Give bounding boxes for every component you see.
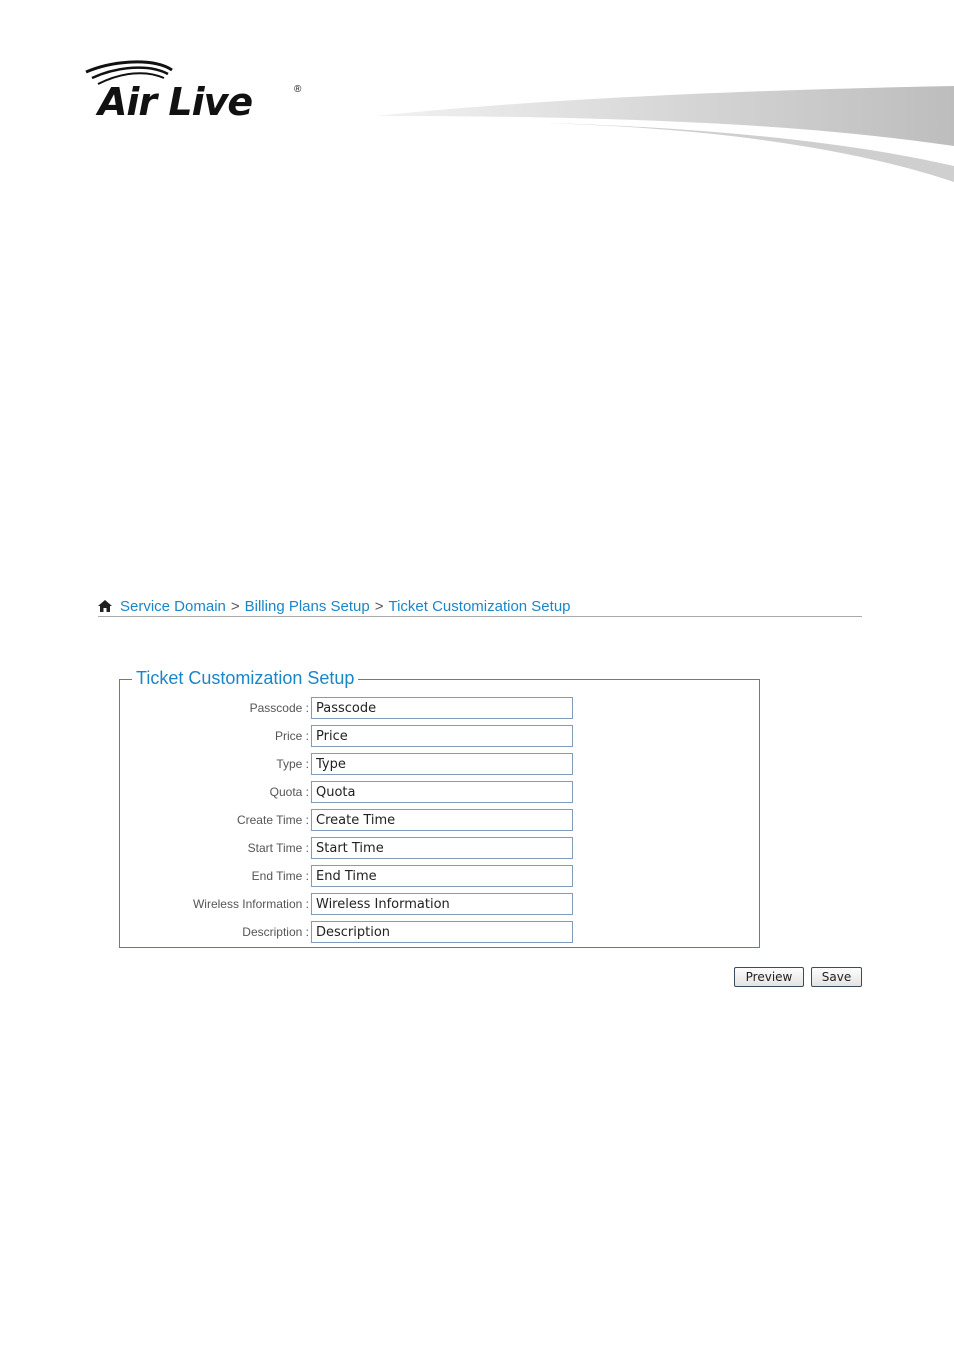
field-row-passcode — [120, 697, 759, 719]
create-time-label: Create Time : — [236, 813, 309, 827]
type-label: Type : — [276, 757, 309, 771]
ticket-customization-panel — [119, 668, 760, 948]
end-time-input[interactable] — [311, 865, 573, 887]
create-time-input[interactable] — [311, 809, 573, 831]
breadcrumb — [98, 596, 862, 617]
wireless-information-label: Wireless Information : — [192, 897, 309, 911]
end-time-label: End Time : — [251, 869, 309, 883]
airlive-logo — [84, 58, 314, 128]
field-row-start-time — [120, 837, 759, 859]
logo-registered-mark: ® — [294, 84, 302, 95]
wireless-information-input[interactable] — [311, 893, 573, 915]
description-label: Description : — [242, 925, 309, 939]
type-input[interactable] — [311, 753, 573, 775]
quota-label: Quota : — [269, 785, 309, 799]
passcode-input[interactable] — [311, 697, 573, 719]
logo-text: Air Live — [98, 80, 253, 124]
start-time-label: Start Time : — [247, 841, 309, 855]
home-icon[interactable] — [98, 600, 112, 612]
field-row-description — [120, 921, 759, 943]
panel-title: Ticket Customization Setup — [132, 668, 358, 689]
price-input[interactable] — [311, 725, 573, 747]
description-input[interactable] — [311, 921, 573, 943]
price-label: Price : — [274, 729, 309, 743]
field-row-price — [120, 725, 759, 747]
breadcrumb-billing-plans-setup[interactable]: Billing Plans Setup — [244, 598, 370, 615]
quota-input[interactable] — [311, 781, 573, 803]
field-row-quota — [120, 781, 759, 803]
preview-button[interactable]: Preview — [734, 967, 804, 987]
field-row-create-time — [120, 809, 759, 831]
field-row-wireless-information — [120, 893, 759, 915]
field-row-end-time — [120, 865, 759, 887]
breadcrumb-separator: > — [374, 598, 384, 615]
start-time-input[interactable] — [311, 837, 573, 859]
breadcrumb-service-domain[interactable]: Service Domain — [120, 598, 226, 615]
save-button[interactable]: Save — [811, 967, 862, 987]
breadcrumb-ticket-customization-setup[interactable]: Ticket Customization Setup — [388, 598, 571, 615]
header-swoosh-graphic — [370, 82, 954, 187]
breadcrumb-separator: > — [230, 598, 240, 615]
field-row-type — [120, 753, 759, 775]
passcode-label: Passcode : — [249, 701, 309, 715]
